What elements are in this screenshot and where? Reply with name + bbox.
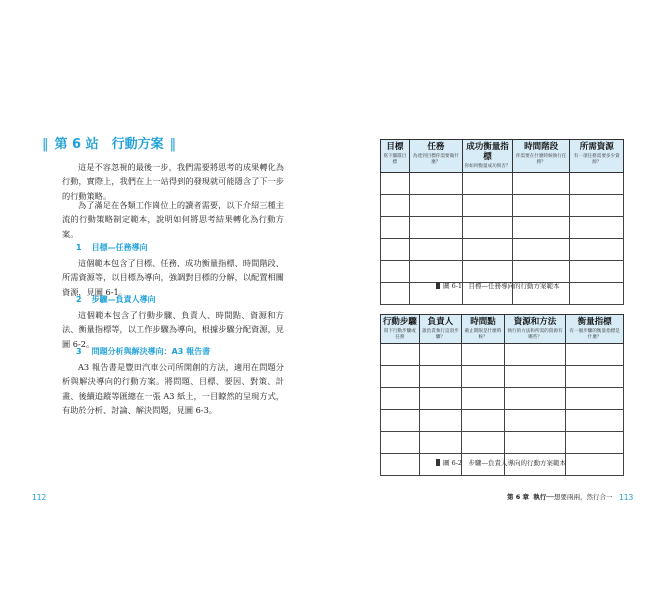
table-row (381, 366, 624, 388)
table-row (381, 261, 624, 283)
blank-cell (419, 410, 462, 432)
subhead-3: 3 問題分析與解決導向：A3 報告書 (76, 347, 211, 356)
column-header-title: 目標 (386, 142, 404, 152)
column-header-hint: 誰負責執行這項步驟？ (422, 329, 459, 340)
table-row (381, 239, 624, 261)
item-3-text: A3 報告書是豐田汽車公司所開創的方法，適用在問題分析與解決導向的行動方案。將問題、目標、要因、對策、計畫、後續追蹤等匯總在一張 A3 紙上，一目瞭然的呈現方式，有助於分析、討論、解決問題，見圖 6-3。 (62, 362, 284, 416)
figure-6-2-caption: 圖 6-2 步驟—負責人導向的行動方案範本 (436, 458, 566, 467)
blank-cell (512, 195, 570, 217)
blank-cell (381, 366, 420, 388)
column-header-hint: 寫下行動步驟或任務 (383, 329, 416, 340)
table-row (381, 344, 624, 366)
blank-cell (463, 195, 513, 217)
intro-paragraph-1: 這是不容忽視的最後一步，我們需要將思考的成果轉化為行動，實際上，我們在上一站得到的發現就可能隱含了下一步的行動策略。 (62, 162, 284, 201)
caption-marker-icon (436, 459, 440, 466)
column-header-hint: 執行的方法和所需的資源有哪些？ (507, 329, 563, 340)
blank-cell (512, 173, 570, 195)
blank-cell (462, 410, 505, 432)
blank-cell (462, 432, 505, 454)
blank-cell (409, 173, 462, 195)
blank-cell (570, 239, 624, 261)
column-header-hint: 寫下團隊目標 (383, 154, 407, 165)
blank-cell (381, 432, 420, 454)
blank-cell (381, 410, 420, 432)
blank-cell (570, 195, 624, 217)
blank-cell (570, 283, 624, 305)
column-header-hint: 你需要在什麼時候執行任務？ (515, 154, 567, 165)
blank-cell (419, 366, 462, 388)
column-header-title: 時間階段 (524, 142, 559, 152)
column-header-hint: 為達到目標你需要做什麼？ (412, 154, 459, 165)
column-header (462, 315, 505, 344)
blank-cell (566, 344, 624, 366)
item-1-text: 這個範本包含了目標、任務、成功衡量指標、時間階段、所需資源等，以目標為導向，強調對目標的分解，以配置相關資源，見圖 6-1。 (62, 258, 284, 297)
column-header-hint: 截止期限是什麼時候？ (464, 329, 502, 340)
item-2-text: 這個範本包含了行動步驟、負責人、時間點、資源和方法、衡量指標等，以工作步驟為導向，根據步驟分配資源，見圖 6-2。 (62, 310, 284, 349)
figure-6-1-caption: 圖 6-1 目標—任務導向的行動方案範本 (436, 281, 560, 290)
column-header-hint: 有一項任務需要多少資源？ (573, 154, 620, 165)
blank-cell (419, 388, 462, 410)
column-header-title: 衡量指標 (577, 317, 612, 327)
blank-cell (381, 195, 410, 217)
blank-cell (512, 261, 570, 283)
blank-cell (409, 217, 462, 239)
blank-cell (570, 173, 624, 195)
blank-cell (570, 217, 624, 239)
table-row (381, 432, 624, 454)
column-header-title: 負責人 (427, 317, 454, 327)
blank-cell (381, 454, 420, 476)
blank-cell (419, 344, 462, 366)
column-header-title: 所需資源 (579, 142, 614, 152)
running-head: 第 6 章 執行──想要兩兩，然行合一 (507, 493, 613, 501)
table-row (381, 410, 624, 432)
blank-cell (504, 432, 566, 454)
blank-cell (381, 283, 410, 305)
subhead-1: 1 目標—任務導向 (76, 243, 148, 252)
blank-cell (462, 388, 505, 410)
blank-cell (381, 173, 410, 195)
page-number-left: 112 (32, 493, 47, 502)
table-row (381, 217, 624, 239)
column-header (512, 140, 570, 173)
blank-cell (462, 366, 505, 388)
blank-cell (409, 195, 462, 217)
blank-cell (463, 239, 513, 261)
left-page (0, 0, 327, 609)
blank-cell (512, 239, 570, 261)
column-header (566, 315, 624, 344)
column-header-hint: 你如何衡量成功與否？ (464, 164, 511, 169)
blank-cell (462, 344, 505, 366)
blank-cell (566, 454, 624, 476)
table-row (381, 195, 624, 217)
column-header (570, 140, 624, 173)
column-header-title: 成功衡量指標 (466, 142, 509, 162)
blank-cell (504, 366, 566, 388)
blank-cell (381, 261, 410, 283)
right-page (327, 0, 655, 609)
blank-cell (409, 239, 462, 261)
column-header-hint: 有一個步驟的衡量指標是什麼？ (569, 329, 620, 340)
blank-cell (512, 217, 570, 239)
column-header-title: 任務 (427, 142, 445, 152)
blank-cell (381, 217, 410, 239)
blank-cell (463, 173, 513, 195)
blank-cell (381, 388, 420, 410)
blank-cell (504, 344, 566, 366)
table-row (381, 173, 624, 195)
table-row (381, 388, 624, 410)
blank-cell (566, 432, 624, 454)
blank-cell (381, 239, 410, 261)
column-header-title: 行動步驟 (382, 317, 417, 327)
blank-cell (566, 410, 624, 432)
intro-paragraph-2: 為了滿足在各類工作崗位上的讀者需要，以下介紹三種主流的行動策略制定範本，說明如何將思考結果轉化為行動方案。 (62, 200, 284, 239)
column-header (504, 315, 566, 344)
blank-cell (463, 261, 513, 283)
blank-cell (504, 410, 566, 432)
column-header (463, 140, 513, 173)
blank-cell (570, 261, 624, 283)
subhead-2: 2 步驟—負責人導向 (76, 295, 156, 304)
blank-cell (409, 261, 462, 283)
column-header (419, 315, 462, 344)
blank-cell (566, 388, 624, 410)
column-header (381, 315, 420, 344)
column-header (409, 140, 462, 173)
caption-marker-icon (436, 282, 440, 289)
figure-6-2-table (380, 314, 624, 476)
blank-cell (504, 388, 566, 410)
column-header (381, 140, 410, 173)
page-number-right: 113 (619, 493, 634, 502)
blank-cell (463, 217, 513, 239)
column-header-title: 資源和方法 (513, 317, 557, 327)
section-title: ‖ 第 6 站 行動方案 ‖ (42, 137, 177, 152)
blank-cell (566, 366, 624, 388)
blank-cell (381, 344, 420, 366)
column-header-title: 時間點 (470, 317, 496, 327)
blank-cell (419, 432, 462, 454)
